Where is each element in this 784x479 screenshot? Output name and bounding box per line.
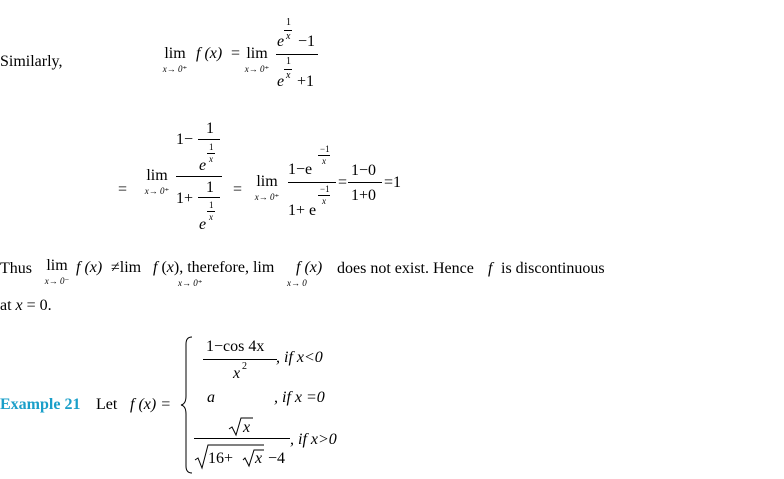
case1-condition: , if x<0 xyxy=(276,349,323,366)
exponent-denominator: x xyxy=(286,70,291,81)
case1-denominator: x xyxy=(233,365,241,382)
minus-one: −1 xyxy=(298,33,316,50)
example-label: Example 21 xyxy=(0,396,81,413)
inner-numerator: 1 xyxy=(206,120,214,137)
fraction-bar xyxy=(176,176,222,177)
case3-den-minus4: −4 xyxy=(268,450,286,467)
case3-condition: , if x>0 xyxy=(290,431,337,448)
lim-subscript: x→ 0⁺ xyxy=(244,64,270,74)
case2-condition: , if x =0 xyxy=(274,389,325,406)
lim-word: lim xyxy=(256,173,278,190)
lim-subscript: x→ 0⁻ xyxy=(44,276,70,286)
case1-fraction-bar xyxy=(203,359,277,360)
one-plus-e: 1+ e xyxy=(288,202,317,219)
equals-sign: = xyxy=(231,45,241,62)
lim-subscript: x→ 0 xyxy=(287,278,307,288)
case3-den-x: x xyxy=(255,450,263,467)
base-e: e xyxy=(199,216,207,233)
case2-value: a xyxy=(207,389,215,406)
does-not-exist-text: does not exist. Hence xyxy=(337,260,474,277)
lim-word: lim xyxy=(146,167,168,184)
exponent-denominator: x xyxy=(209,212,213,222)
lim-word: lim xyxy=(164,45,186,62)
base-e: e xyxy=(199,157,207,174)
fraction-denominator: 1+0 xyxy=(351,187,377,204)
equals-sign: = xyxy=(233,181,243,198)
limit-operator xyxy=(242,46,272,74)
exponent-numerator: 1 xyxy=(286,17,291,28)
fraction-bar xyxy=(276,54,318,55)
exponent-denominator: x xyxy=(322,156,326,166)
term-one-minus: 1− xyxy=(176,131,194,148)
lim-word: lim xyxy=(246,45,268,62)
variable-x: x xyxy=(166,259,174,276)
exponent-numerator: 1 xyxy=(209,142,214,152)
lim-subscript: x→ 0⁺ xyxy=(162,64,188,74)
inner-fraction-bar xyxy=(198,139,220,140)
exponent-numerator: −1 xyxy=(320,144,330,154)
limit-operator xyxy=(42,258,72,286)
plus-one: +1 xyxy=(297,73,315,90)
example-let: Let xyxy=(96,396,118,413)
case3-fraction-bar xyxy=(194,438,290,439)
result-equals-one: =1 xyxy=(384,174,402,191)
function-fx: f (x) xyxy=(296,259,323,276)
exponent-denominator: x xyxy=(286,31,291,42)
fraction-bar xyxy=(348,182,382,183)
lim-word: lim xyxy=(46,257,68,274)
similarly-label: Similarly, xyxy=(0,53,63,70)
at-x-equals-0 xyxy=(0,298,52,314)
not-equal-lim: ≠lim xyxy=(111,259,142,276)
term-one-plus: 1+ xyxy=(176,190,194,207)
one-minus-e: 1−e xyxy=(288,161,313,178)
limit-operator xyxy=(140,168,174,196)
base-e: e xyxy=(277,33,285,50)
thus-word: Thus xyxy=(0,260,32,277)
case3-numerator-x: x xyxy=(243,419,251,436)
inner-numerator: 1 xyxy=(206,179,214,196)
exponent-numerator: −1 xyxy=(320,184,330,194)
limit-operator xyxy=(160,46,190,74)
case3-den-16: 16+ xyxy=(208,450,234,467)
discontinuous-text: is discontinuous xyxy=(501,260,605,277)
lim-subscript: x→ 0⁺ xyxy=(144,186,170,196)
exponent-denominator: x xyxy=(209,154,213,164)
variable-x: x xyxy=(15,297,23,314)
lim-subscript: x→ 0⁺ xyxy=(254,192,280,202)
equals-sign: = xyxy=(118,181,128,198)
function-fx-equals: f (x) = xyxy=(130,396,171,413)
fraction-numerator: 1−0 xyxy=(351,162,377,179)
equals-zero-text: = 0. xyxy=(22,297,52,314)
equals-sign: = xyxy=(338,174,348,191)
f-variable: f xyxy=(488,260,493,277)
exponent-denominator: x xyxy=(322,196,326,206)
at-text: at xyxy=(0,297,16,314)
function-fx: f (x) xyxy=(76,259,103,276)
inner-fraction-bar xyxy=(198,197,220,198)
base-e: e xyxy=(277,73,285,90)
lim-subscript: x→ 0⁺ xyxy=(178,278,203,288)
case1-numerator: 1−cos 4x xyxy=(206,338,265,355)
case1-denominator-exponent: 2 xyxy=(242,361,247,372)
limit-operator xyxy=(252,174,282,202)
exponent-numerator: 1 xyxy=(286,56,291,67)
function-fx: f (x) xyxy=(196,45,223,62)
fraction-bar xyxy=(288,182,336,183)
exponent-numerator: 1 xyxy=(209,200,214,210)
fx-therefore-lim: f (x), therefore, lim xyxy=(153,259,275,276)
function-fx: f xyxy=(153,259,158,276)
